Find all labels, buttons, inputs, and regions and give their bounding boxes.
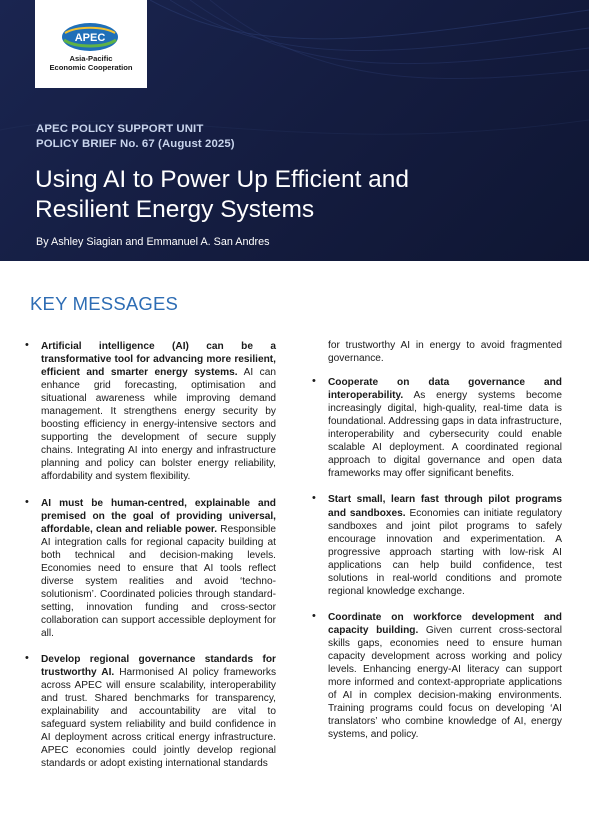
message-lead: Cooperate on data governance and interoperability. [328, 377, 562, 402]
brief-number: POLICY BRIEF No. 67 (August 2025) [36, 138, 235, 150]
list-item [25, 339, 276, 484]
authors-line: By Ashley Siagian and Emmanuel A. San Andres [36, 236, 270, 248]
list-item-continued [328, 339, 562, 365]
bullet-icon: • [25, 652, 29, 665]
list-item [312, 375, 562, 480]
bullet-icon: • [312, 375, 316, 388]
message-body-continued: for trustworthy AI in energy to avoid fragmented governance. [328, 340, 562, 365]
bullet-icon: • [25, 339, 29, 351]
message-body: Harmonised AI policy frameworks across APEC will ensure scalability, interoperability and trust. Shared benchmarks for transparency, explainability and accountability are vital to safeguard system reliability and build confidence in AI deployment across critical energy infrastructure. APEC economies could jointly develop regional standards or adopt existing international standards [41, 667, 277, 770]
list-item [312, 492, 562, 597]
title-line-2: Resilient Energy Systems [35, 196, 315, 223]
right-column [312, 339, 562, 754]
title-line-1: Using AI to Power Up Efficient and [35, 166, 410, 193]
unit-label: APEC POLICY SUPPORT UNIT [36, 123, 204, 135]
logo-acronym: APEC [74, 32, 106, 44]
message-body: Economies can initiate regulatory sandboxes and joint pilot programs to safely encourage innovation and experimentation. A progressive approach starting with low-risk AI applications can help build confidence, test solutions in real-world conditions and promote regional knowledge exchange. [328, 507, 562, 597]
bullet-icon: • [312, 609, 316, 622]
left-column [25, 339, 277, 783]
logo-org-line1: Asia-Pacific [69, 54, 113, 63]
message-body: As energy systems become increasingly digital, high-quality, real-time data is foundational. Addressing gaps in data infrastructure, interoperability and cybersecurity could enable scalable AI deployment. A coordinated regional approach to digital governance and open data frameworks may offer significant benefits. [328, 390, 562, 480]
logo-org-name [35, 54, 147, 72]
header-banner [0, 0, 589, 261]
message-body: Given current cross-sectoral skills gaps, economies need to ensure human capacity development across working and policy levels. Enhancing energy-AI literacy can support more informed and context-appropriate applications of AI in complex decision-making environments. Training programs could focus on developing ‘AI translators’ who combine knowledge of AI, energy systems, and policy. [328, 624, 562, 741]
message-lead: Develop regional governance standards for trustworthy AI. [41, 654, 276, 679]
message-lead: AI must be human-centred, explainable and premised on the goal of providing universal, affordable, clean and reliable power. [41, 497, 276, 535]
message-lead: Coordinate on workforce development and capacity building. [328, 611, 562, 636]
bullet-icon: • [25, 495, 29, 508]
bullet-icon: • [312, 492, 316, 505]
logo-org-line2: Economic Cooperation [49, 63, 133, 72]
message-lead: Artificial intelligence (AI) can be a transformative tool for advancing more resilient, efficient and smarter energy systems. [41, 341, 276, 379]
list-item [25, 652, 277, 770]
message-body: AI can enhance grid forecasting, optimisation and situational awareness while improving demand management. It strengthens energy security by boosting efficiency in energy-intensive sectors and supporting the development of secure supply chains. Integrating AI into energy and infrastructure planning and policy can bolster energy reliability, affordability and system flexibility. [41, 367, 276, 483]
message-lead: Start small, learn fast through pilot programs and sandboxes. [328, 494, 562, 519]
list-item [312, 609, 562, 741]
page-title [35, 165, 555, 225]
apec-logo [35, 0, 147, 88]
key-messages-heading: KEY MESSAGES [30, 293, 179, 314]
apec-globe-icon [61, 22, 119, 52]
message-body: Responsible AI integration calls for regional capacity building at both technical and decision-making levels. Economies need to ensure that AI tools reflect diverse system realities and avoid ‘techno-solutionism’. Coordinated policies through standard-setting, innovation funding and cross-sector collaboration can support accessible deployment for all. [41, 523, 276, 639]
list-item [25, 495, 276, 641]
